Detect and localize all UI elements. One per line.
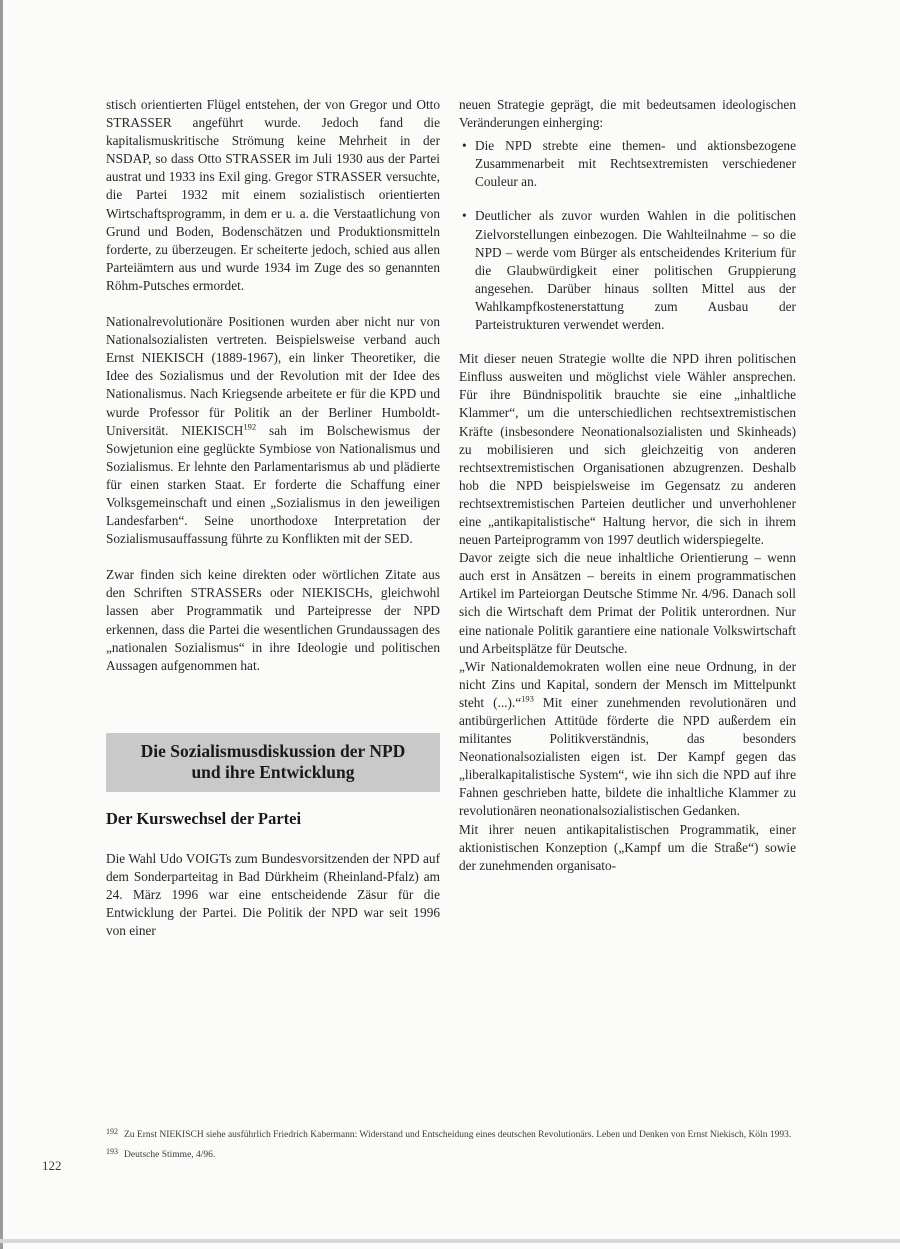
footnotes xyxy=(106,1128,796,1162)
paragraph-strategie: neuen Strategie geprägt, die mit bedeutsamen ideologischen Veränderungen einherging: xyxy=(459,97,796,131)
bullet-icon: • xyxy=(462,208,467,224)
footnote-text: Zu Ernst NIEKISCH siehe ausführlich Friedrich Kabermann: Widerstand und Entscheidung eines deutschen Revolutionärs. Leben und Denken von Ernst Niekisch, Köln 1993. xyxy=(124,1130,792,1140)
paragraph-npd-programmatik: Zwar finden sich keine direkten oder wörtlichen Zitate aus den Schriften STRASSERs oder NIEKISCHs, gleichwohl lassen aber Programmatik und Parteipresse der NPD erkennen, dass die Partei die wesentlichen Grundaussagen des „nationalen Sozialismus“ in ihre Ideologie und politischen Aussagen aufgenommen hat. xyxy=(106,567,440,673)
list-item-text: Die NPD strebte eine themen- und aktionsbezogene Zusammenarbeit mit Rechtsextremisten verschiedener Couleur an. xyxy=(475,138,796,190)
section-heading-line-2: und ihre Entwicklung xyxy=(191,761,355,782)
paragraph-zitat-text-1: „Wir Nationaldemokraten wollen eine neue Ordnung, in der nicht Zins und Kapital, sondern der Mensch im Mittelpunkt steht (...).“ xyxy=(459,658,796,710)
footnote-number: 192 xyxy=(106,1127,118,1136)
scan-edge-left xyxy=(0,0,3,1249)
section-heading-box xyxy=(106,733,440,792)
paragraph-zitat xyxy=(459,658,796,821)
paragraph-niekisch xyxy=(106,313,440,548)
bullet-icon: • xyxy=(462,138,467,154)
footnote-192 xyxy=(106,1128,796,1142)
footnote-ref-193: 193 xyxy=(521,693,534,704)
scan-edge-bottom xyxy=(0,1239,900,1243)
paragraph-strasser: stisch orientierten Flügel entstehen, der von Gregor und Otto STRASSER angeführt wurde. Jedoch fand die kapitalismuskritische Strömung keine Mehrheit in der NSDAP, so dass Otto STRASSER im Juli 1930 aus der Partei austrat und 1933 ins Exil ging. Gregor STRASSER versuchte, die Partei 1932 mit einem sozialistisch orientierten Wirtschaftsprogramm, in dem er u. a. die Verstaatlichung von Grund und Boden, Bodenschätzen und Produktionsmitteln forderte, zu überzeugen. Er scheiterte jedoch, schied aus allen Parteiämtern aus und wurde 1934 im Zuge des so genannten Röhm-Putsches ermordet. xyxy=(106,97,440,293)
list-item xyxy=(459,207,796,334)
paragraph-niekisch-text-2: sah im Bolschewismus der Sowjetunion eine geglückte Symbiose von Nationalismus und Sozialismus. Er lehnte den Parlamentarismus ab und plädierte für einen starken Staat. Er forderte die Schaffung einer Volksgemeinschaft und einen „Sozialismus in den jeweiligen Landesfarben“. Seine unorthodoxe Interpretation der Sozialismusauffassung führte zu Konflikten mit der SED. xyxy=(106,422,441,547)
list-item-text: Deutlicher als zuvor wurden Wahlen in die politischen Zielvorstellungen einbezogen. Die Wahlteilnahme – so die NPD – werde vom Bürger als entscheidendes Kriterium für die Glaubwürdigkeit einer politischen Gruppierung angesehen. Darüber hinaus sollten Mittel aus der Wahlkampfkostenerstattung zum Ausbau der Parteistrukturen verwendet werden. xyxy=(475,208,796,333)
paragraph-voigt: Die Wahl Udo VOIGTs zum Bundesvorsitzenden der NPD auf dem Sonderparteitag in Bad Dürkheim (Rheinland-Pfalz) am 24. März 1996 war eine entscheidende Zäsur für die Entwicklung der Partei. Die Politik der NPD war seit 1996 von einer xyxy=(106,850,440,939)
subheading-kurswechsel: Der Kurswechsel der Partei xyxy=(106,808,302,828)
paragraph-antikapitalistisch: Mit ihrer neuen antikapitalistischen Programmatik, einer aktionistischen Konzeption („Kampf um die Straße“) sowie der zunehmenden organisato- xyxy=(459,821,796,873)
page-number: 122 xyxy=(42,1158,62,1173)
paragraph-orientierung: Davor zeigte sich die neue inhaltliche Orientierung – wenn auch erst in Ansätzen – bereits in einem programmatischen Artikel im Parteiorgan Deutsche Stimme Nr. 4/96. Danach soll sich die Wirtschaft dem Primat der Politik unterordnen. Nur eine nationale Politik garantiere eine nationale Volkswirtschaft und Arbeitsplätze für Deutsche. xyxy=(459,550,796,656)
right-column xyxy=(459,96,796,875)
footnote-ref-192: 192 xyxy=(243,421,257,432)
section-heading-line-1: Die Sozialismusdiskussion der NPD xyxy=(140,740,406,761)
paragraph-buendnispolitik: Mit dieser neuen Strategie wollte die NPD ihren politischen Einfluss ausweiten und möglichst viele Wähler ansprechen. Für ihre Bündnispolitik brauchte sie eine „inhaltliche Klammer“, um die unterschiedlichen rechtsextremistischen Kräfte (insbesondere Neonationalsozialisten und Skinheads) zu mobilisieren und sich gleichzeitig von anderen rechtsextremistischen Organisationen abzugrenzen. Deshalb hob die NPD beispielsweise im Gegensatz zu anderen rechtsextremistischen Parteien deutlicher und unverhohlener eine „antikapitalistische“ Haltung hervor, die sich in ihrem neuen Parteiprogramm von 1997 deutlich widerspiegelte. xyxy=(459,351,796,548)
bullet-list xyxy=(459,137,796,334)
footnote-number: 193 xyxy=(106,1147,118,1156)
left-column xyxy=(106,96,440,940)
footnote-193 xyxy=(106,1148,796,1162)
list-item xyxy=(459,137,796,191)
paragraph-zitat-text-2: Mit einer zunehmenden revolutionären und antibürgerlichen Attitüde förderte die NPD außerdem ein militantes Politikverständnis, das besonders Neonationalsozialisten eigen ist. Der Kampf gegen das „liberalkapitalistische System“, wie ihn sich die NPD auf ihre Fahnen geschrieben hatte, bildete die inhaltliche Klammer zu revolutionären neonationalsozialistischen Gedanken. xyxy=(459,694,796,819)
paragraph-niekisch-text-1: Nationalrevolutionäre Positionen wurden aber nicht nur von Nationalsozialisten vertreten. Beispielsweise verband auch Ernst NIEKISCH (1889-1967), ein linker Theoretiker, die Idee des Sozialismus und der Revolution mit der Idee des Nationalismus. Nach Kriegsende arbeitete er für die KPD und wurde Professor für Politik an der Berliner Humboldt-Universität. NIEKISCH xyxy=(106,314,440,438)
footnote-text: Deutsche Stimme, 4/96. xyxy=(124,1150,216,1160)
